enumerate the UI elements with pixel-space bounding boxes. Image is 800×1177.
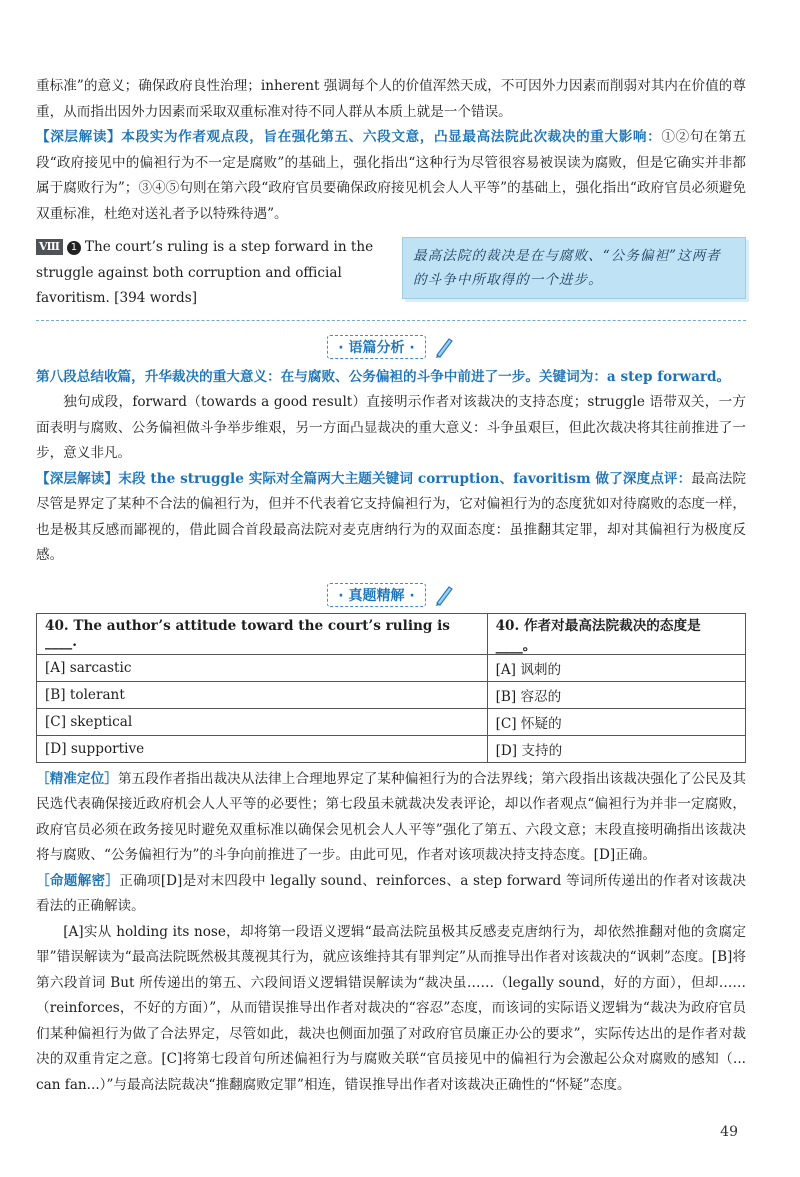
deep-reading-2-tag: 【深层解读】 (36, 470, 119, 487)
question-header-row (37, 613, 746, 654)
deep-reading-body: ①②句在第五段“政府接见中的偏袒行为不一定是腐败”的基础上，强化指出“这种行为尽管很容易被误读为腐败，但是它确实并非都属于腐败行为”；③④⑤句则在第六段“政府官员要确保政府接见机会人人平等”的基础上，强化指出“政府官员必须避免双重标准，杜绝对送礼者予以特殊待遇”。 (36, 129, 747, 222)
option-d-en: [D] supportive (37, 735, 488, 762)
option-a-cn: [A] 讽刺的 (487, 654, 745, 681)
option-row (37, 654, 746, 681)
option-row (37, 708, 746, 735)
deep-reading-1 (36, 125, 746, 227)
page-number: 49 (720, 1124, 738, 1140)
section-numeral: Ⅷ (36, 239, 63, 255)
exam-title: · 真题精解 · (327, 583, 425, 607)
question-chinese: 40. 作者对最高法院裁决的态度是____。 (487, 613, 745, 654)
wrong-options-analysis: [A]实从 holding its nose，却将第一段语义逻辑“最高法院虽极其反感麦克唐纳行为，却依然推翻对他的贪腐定罪”错误解读为“最高法院既然极其蔑视其行为，就应该维持其有罪判定”从而推导出作者对该裁决的“讽刺”态度。[B]将第六段首词 But 所传递出的第五、六段间语义逻辑错误解读为“裁决虽……（legally sound，好的方面），但却……（reinforces，不好的方面）”，从而错误推导出作者对裁决的“容忍”态度，而该词的实际语义逻辑为“裁决为政府官员们某种偏袒行为做了合法界定，尽管如此，裁决也侧面加强了对政府官员廉正办公的要求”，实际传达出的是作者对裁决的双重肯定之意。[C]将第七段首句所述偏袒行为与腐败关联“官员接见中的偏袒行为会激起公众对腐败的感知（... can fan...）”与最高法院裁决“推翻腐败定罪”相连，错误推导出作者对该裁决正确性的“怀疑”态度。 (36, 923, 746, 1093)
deep-reading-2-bold: 末段 the struggle 实际对全篇两大主题关键词 corruption、favoritism 做了深度点评： (118, 470, 692, 487)
page-content (36, 74, 746, 1098)
paragraph-top: 重标准”的意义；确保政府良性治理；inherent 强调每个人的价值浑然天成，不可因外力因素而削弱对其内在价值的尊重，从而指出因外力因素而采取双重标准对待不同人群从本质上就是一个错误。 (36, 78, 746, 120)
option-a-en: [A] sarcastic (37, 654, 488, 681)
option-b-en: [B] tolerant (37, 681, 488, 708)
deep-reading-tag: 【深层解读】 (36, 129, 122, 145)
option-d-cn: [D] 支持的 (487, 735, 745, 762)
question-table (36, 613, 746, 763)
option-c-en: [C] skeptical (37, 708, 488, 735)
sentence-number-badge: 1 (67, 241, 81, 255)
proposition-decode-body: 正确项[D]是对末四段中 legally sound、reinforces、a step forward 等词所传递出的作者对该裁决看法的正确解读。 (36, 872, 746, 914)
precise-location (36, 767, 746, 869)
paragraph-8-english (36, 235, 402, 312)
precise-location-tag: ［精准定位］ (36, 770, 118, 787)
analysis-body: 独句成段，forward（towards a good result）直接明示作者对该裁决的支持态度；struggle 语带双关，一方面表明与腐败、公务偏袒做斗争举步维艰，另一方面凸显裁决的重大意义：斗争虽艰巨，但此次裁决将其往前推进了一步，意义非凡。 (36, 394, 746, 461)
precise-location-body: 第五段作者指出裁决从法律上合理地界定了某种偏袒行为的合法界线；第六段指出该裁决强化了公民及其民选代表确保接近政府机会人人平等的必要性；第七段虽未就裁决发表评论，却以作者观点“偏袒行为并非一定腐败，政府官员必须在政务接见时避免双重标准以确保会见机会人人平等”强化了第五、六段文意；末段直接明确指出该裁决将与腐败、“公务偏袒行为”的斗争向前推进了一步。由此可见，作者对该项裁决持支持态度。[D]正确。 (36, 770, 747, 863)
analysis-summary: 第八段总结收篇，升华裁决的重大意义：在与腐败、公务偏袒的斗争中前进了一步。关键词为：a step forward。 (36, 368, 731, 385)
analysis-title: · 语篇分析 · (327, 335, 425, 359)
question-english: 40. The author’s attitude toward the court’s ruling is ____. (37, 613, 488, 654)
deep-reading-2-body: 最高法院尽管是界定了某种不合法的偏袒行为，但并不代表着它支持偏袒行为，它对偏袒行为的态度犹如对待腐败的态度一样，也是极其反感而鄙视的，借此圆合首段最高法院对麦克唐纳行为的双面态度：虽推翻其定罪，却对其偏袒行为极度反感。 (36, 470, 746, 563)
pen-icon (433, 584, 455, 606)
option-b-cn: [B] 容忍的 (487, 681, 745, 708)
option-row (37, 681, 746, 708)
section-title-analysis (36, 335, 746, 359)
proposition-decode-tag: ［命题解密］ (36, 872, 120, 889)
paragraph-8-block (36, 235, 746, 321)
option-row (37, 735, 746, 762)
section-title-exam (36, 583, 746, 607)
deep-reading-2 (36, 467, 746, 569)
proposition-decode (36, 869, 746, 920)
option-c-cn: [C] 怀疑的 (487, 708, 745, 735)
translation-box: 最高法院的裁决是在与腐败、“公务偏袒”这两者的斗争中所取得的一个进步。 (402, 237, 746, 299)
pen-icon (433, 336, 455, 358)
paragraph-8-text: The court’s ruling is a step forward in the struggle against both corruption and official favoritism. [394 words] (36, 239, 374, 306)
deep-reading-bold: 本段实为作者观点段，旨在强化第五、六段文意，凸显最高法院此次裁决的重大影响： (121, 129, 662, 145)
